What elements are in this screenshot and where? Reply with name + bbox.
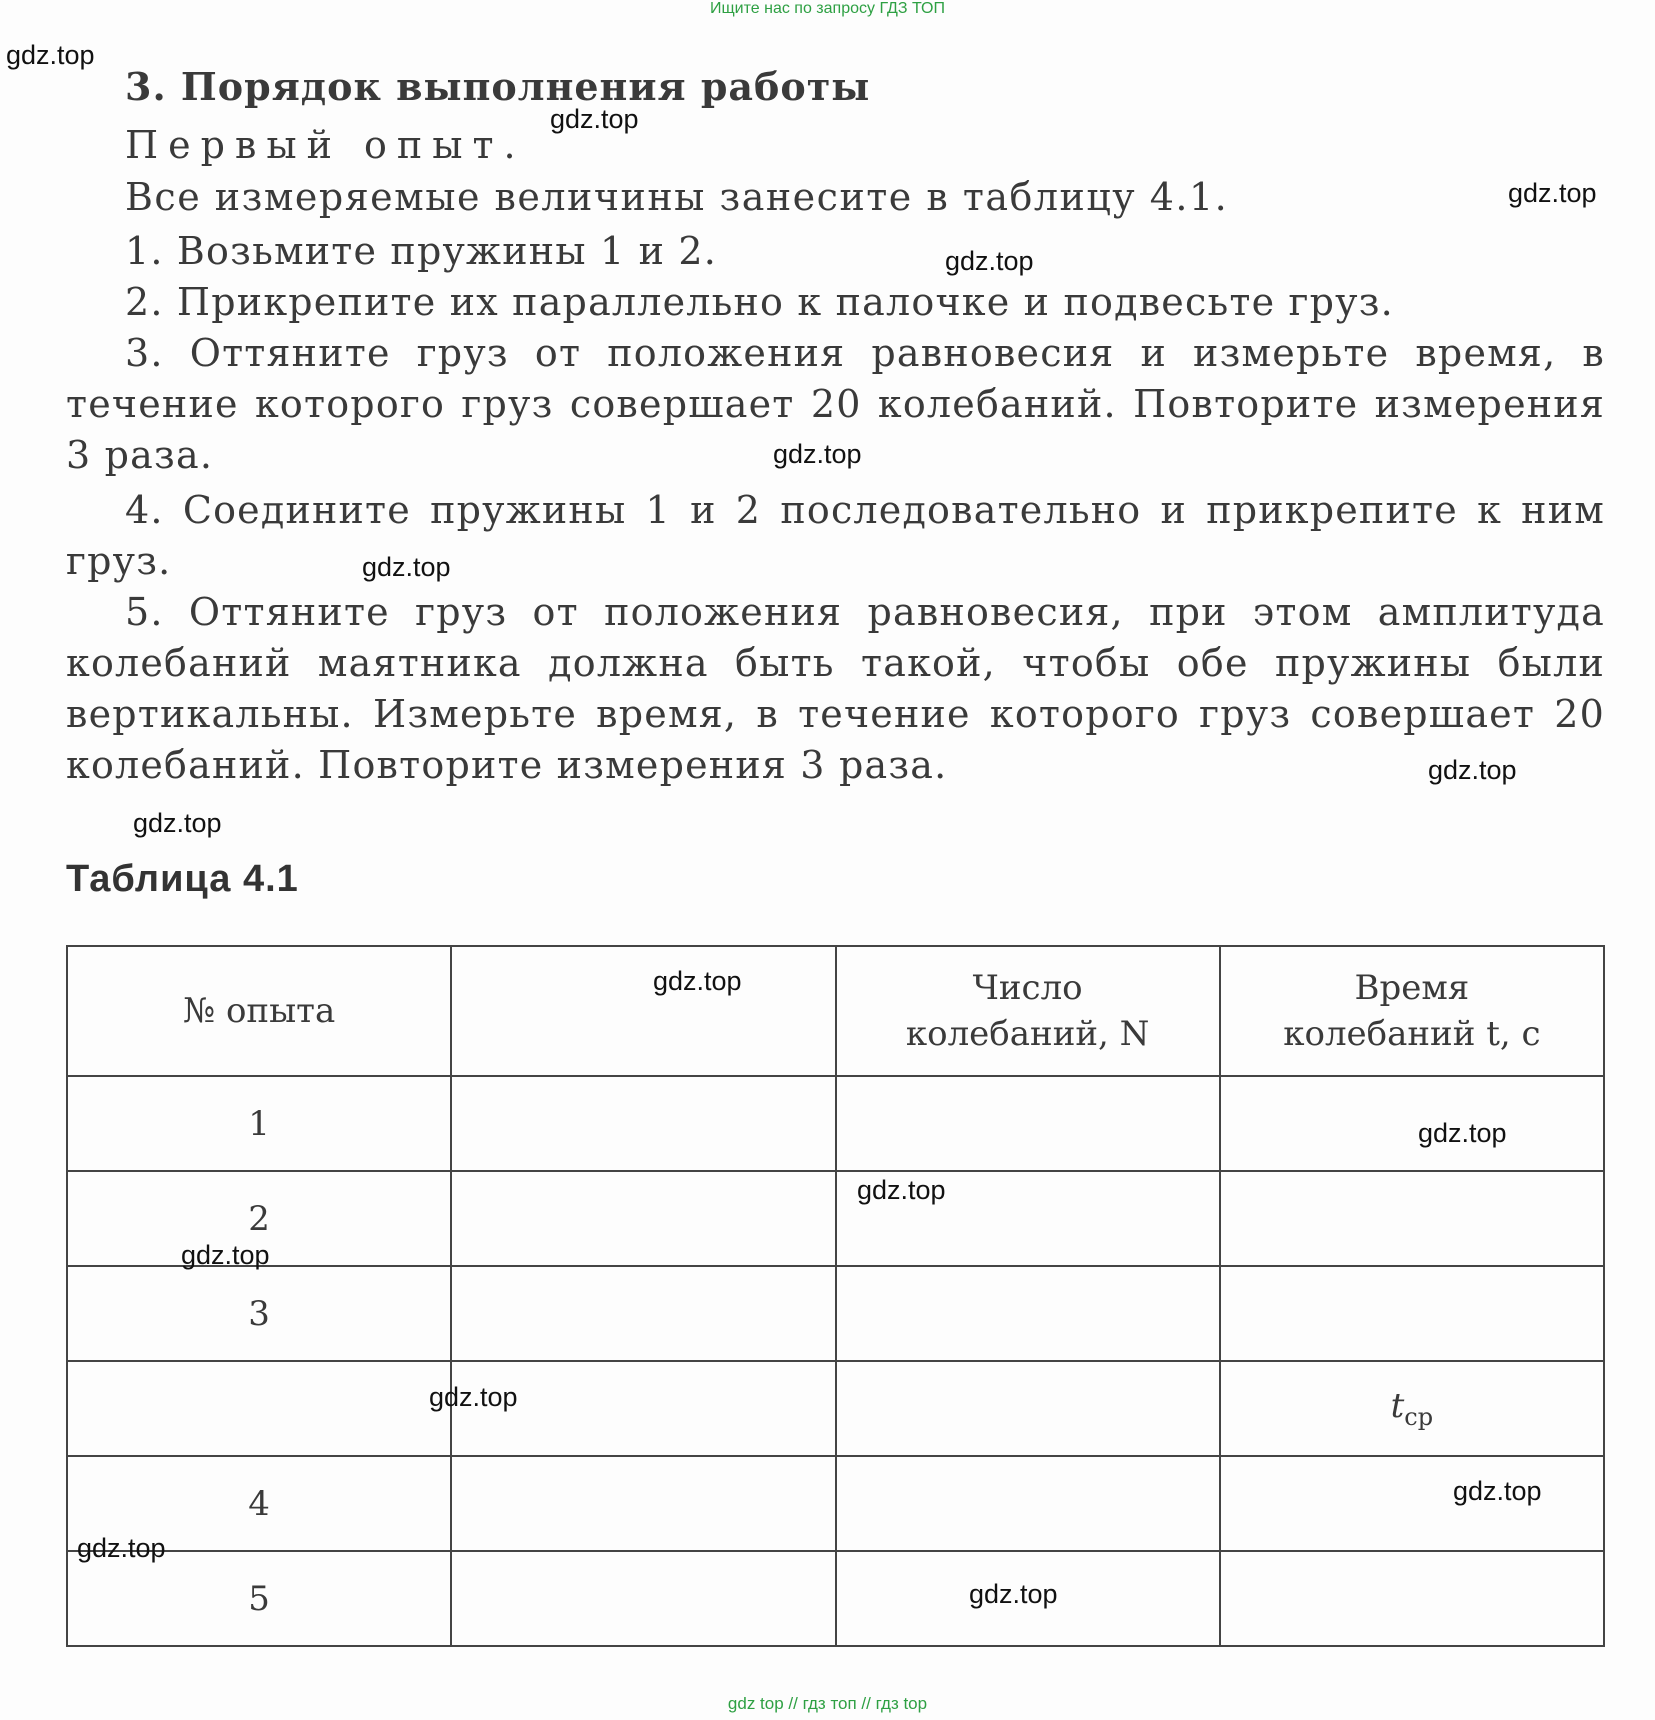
cell [451, 1076, 835, 1171]
cell [451, 1171, 835, 1266]
table-row [67, 1171, 1604, 1266]
watermark: gdz.top [945, 246, 1034, 276]
step-5: 5. Оттяните груз от положения равновесия, при этом амплитуда колебаний маятника должна быть такой, чтобы обе пружины были вертикальны. Измерьте время, в течение которого груз совершает 20 колебаний. Повторите измерения 3 раза. [66, 590, 1605, 787]
row-number: 3 [67, 1266, 451, 1361]
top-banner[interactable]: Ищите нас по запросу ГДЗ ТОП [710, 0, 945, 17]
watermark: gdz.top [550, 104, 639, 134]
footer[interactable]: gdz top // гдз топ // гдз top [727, 1694, 928, 1713]
watermark: gdz.top [77, 1533, 166, 1563]
watermark: gdz.top [1508, 178, 1597, 208]
experiment-title: Первый опыт. [125, 123, 526, 167]
watermark: gdz.top [181, 1240, 270, 1270]
cell [451, 1456, 835, 1551]
intro-text: Все измеряемые величины занесите в таблицу 4.1. [125, 175, 1229, 219]
watermark: gdz.top [969, 1579, 1058, 1609]
table-caption: Таблица 4.1 [66, 858, 299, 900]
table-row [67, 1266, 1604, 1361]
watermark: gdz.top [857, 1175, 946, 1205]
results-table [66, 945, 1605, 1647]
step-1: 1. Возьмите пружины 1 и 2. [125, 229, 718, 273]
cell [1220, 1456, 1604, 1551]
table-row-average [67, 1361, 1604, 1456]
step-2: 2. Прикрепите их параллельно к палочке и подвесьте груз. [125, 280, 1394, 324]
table-header-row [67, 946, 1604, 1076]
cell [836, 1361, 1220, 1456]
header-oscillation-time-line2: колебаний t, с [1283, 1014, 1541, 1054]
section-title: 3. Порядок выполнения работы [125, 64, 871, 109]
average-time-cell [1220, 1361, 1604, 1456]
watermark: gdz.top [133, 808, 222, 838]
step-4: 4. Соедините пружины 1 и 2 последовательно и прикрепите к ним груз. [66, 488, 1605, 583]
table-row [67, 1456, 1604, 1551]
watermark: gdz.top [6, 40, 95, 70]
table-row [67, 1551, 1604, 1646]
cell [836, 1266, 1220, 1361]
watermark: gdz.top [773, 439, 862, 469]
watermark: gdz.top [1428, 755, 1517, 785]
row-number [67, 1361, 451, 1456]
average-time-subscript: ср [1404, 1402, 1434, 1431]
average-time-symbol: t [1390, 1386, 1405, 1427]
row-number: 5 [67, 1551, 451, 1646]
cell [1220, 1171, 1604, 1266]
cell [836, 1456, 1220, 1551]
row-number: 2 [67, 1171, 451, 1266]
watermark: gdz.top [1418, 1118, 1507, 1148]
cell [1220, 1551, 1604, 1646]
header-experiment-number: № опыта [67, 946, 451, 1076]
cell [451, 1266, 835, 1361]
watermark: gdz.top [1453, 1476, 1542, 1506]
header-oscillation-time-line1: Время [1354, 968, 1470, 1008]
row-number: 1 [67, 1076, 451, 1171]
cell [451, 1551, 835, 1646]
header-oscillation-count-line1: Число [972, 968, 1083, 1008]
header-oscillation-count-line2: колебаний, N [905, 1014, 1150, 1054]
cell [1220, 1076, 1604, 1171]
table-row [67, 1076, 1604, 1171]
step-3: 3. Оттяните груз от положения равновесия и измерьте время, в течение которого груз совершает 20 колебаний. Повторите измерения 3 раза. [66, 331, 1605, 477]
header-blank [451, 946, 835, 1076]
row-number: 4 [67, 1456, 451, 1551]
header-oscillation-time [1220, 946, 1604, 1076]
watermark: gdz.top [653, 966, 742, 996]
header-oscillation-count [836, 946, 1220, 1076]
watermark: gdz.top [429, 1382, 518, 1412]
cell [1220, 1266, 1604, 1361]
cell [836, 1076, 1220, 1171]
watermark: gdz.top [362, 552, 451, 582]
